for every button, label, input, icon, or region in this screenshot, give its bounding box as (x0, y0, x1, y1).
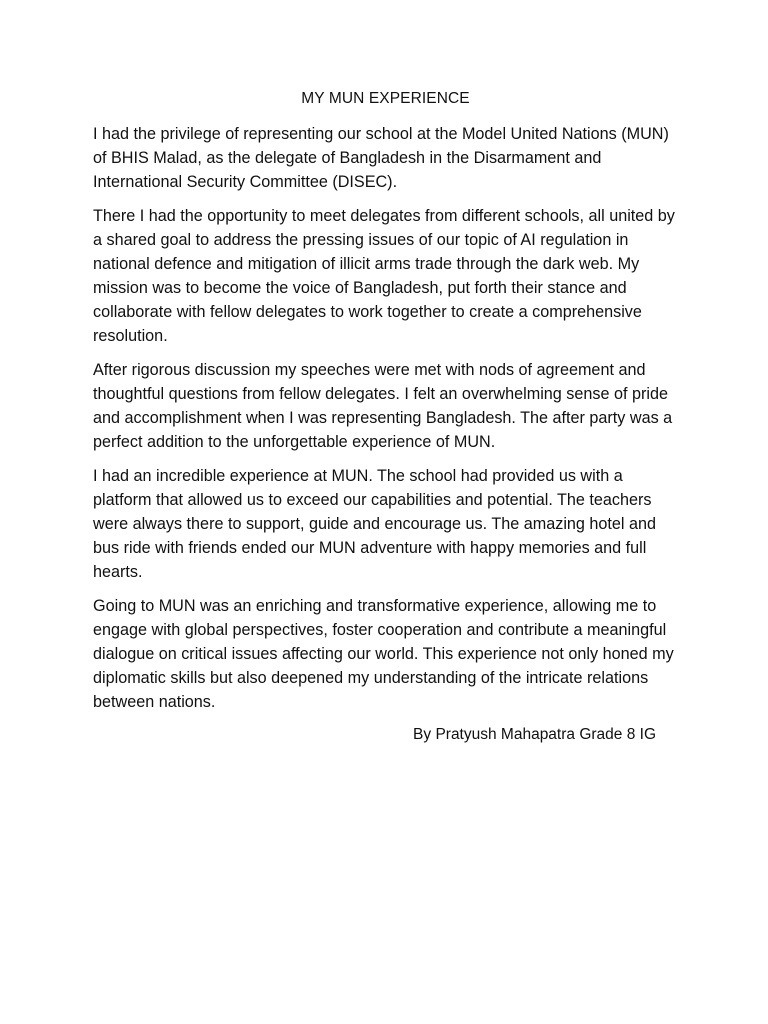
author-byline: By Pratyush Mahapatra Grade 8 IG (413, 726, 656, 743)
paragraph-discussion: After rigorous discussion my speeches were met with nods of agreement and thoughtful questions from fellow delegates. I felt an overwhelming sense of pride and accomplishment when I was representing Bangladesh. The after party was a perfect addition to the unforgettable experience of MUN. (93, 361, 673, 451)
paragraph-conclusion: Going to MUN was an enriching and transformative experience, allowing me to engage with global perspectives, foster cooperation and contribute a meaningful dialogue on critical issues affecting our world. This experience not only honed my diplomatic skills but also deepened my understanding of the intricate relations between nations. (93, 597, 674, 711)
document-title: MY MUN EXPERIENCE (301, 90, 470, 107)
document-body (93, 88, 678, 746)
paragraph-intro: I had the privilege of representing our school at the Model United Nations (MUN) of BHIS Malad, as the delegate of Bangladesh in the Disarmament and International Security Committee (DISEC). (93, 125, 669, 191)
paragraph-delegates: There I had the opportunity to meet delegates from different schools, all united by a shared goal to address the pressing issues of our topic of AI regulation in national defence and mitigation of illicit arms trade through the dark web. My mission was to become the voice of Bangladesh, put forth their stance and collaborate with fellow delegates to work together to create a comprehensive resolution. (93, 207, 675, 345)
paragraph-experience: I had an incredible experience at MUN. The school had provided us with a platform that allowed us to exceed our capabilities and potential. The teachers were always there to support, guide and encourage us. The amazing hotel and bus ride with friends ended our MUN adventure with happy memories and full hearts. (93, 467, 657, 581)
